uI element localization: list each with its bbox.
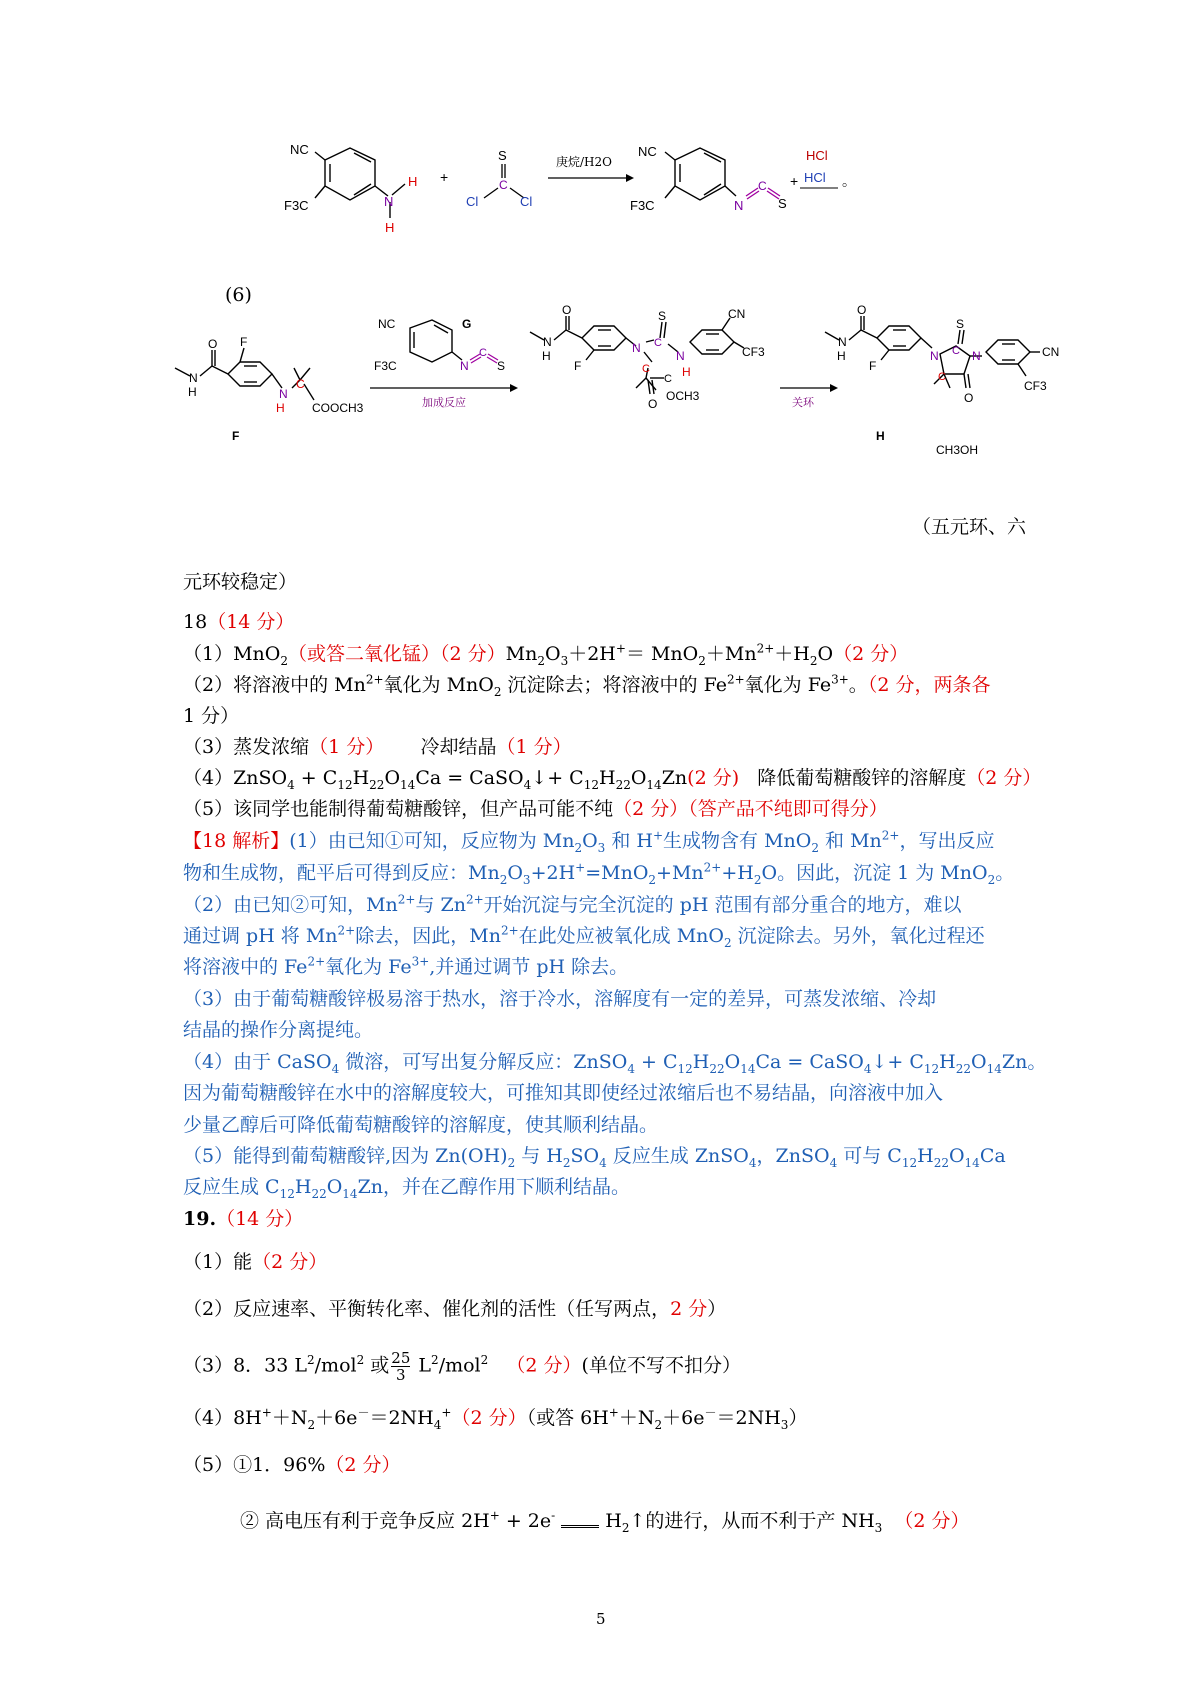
- i-ester-c: C: [664, 373, 672, 385]
- h-ring-c: C: [952, 345, 960, 357]
- i-carbonyl-o: O: [562, 303, 572, 317]
- hcl-2: HCl: [804, 170, 826, 185]
- thiophosgene-c: C: [499, 178, 508, 192]
- q18-answer-4: （4）ZnSO$_4$ + $C_{12}H_{22}O_{14}Ca$ = CaSO$_4$↓+ $C_{12}H_{22}O_{14}Zn(2$ 分) 降低葡萄糖酸锌的溶解度（2 分）: [183, 767, 1042, 792]
- product-s: S: [778, 196, 787, 211]
- h-ring-n2: N: [972, 349, 981, 363]
- i-fluorine: F: [574, 359, 582, 373]
- i-och3: OCH3: [666, 389, 700, 403]
- q19-answer-3: （3）8．33 $L^2/mol^2$ 或 $\frac{25}{3}$ $L^2/mol^2$ （2 分）(单位不写不扣分）: [183, 1349, 741, 1384]
- q18-a3-score2: （1 分）: [496, 736, 572, 758]
- scheme-2: [170, 303, 1070, 508]
- q19-answer-4: $(4)8H^++N_2+6e^-=2NH_4^+(2$ 分）（或答 $6H^++N_2+6e^-=2NH_3$）: [183, 1405, 808, 1432]
- product-c: C: [758, 179, 767, 193]
- thiophosgene-cl2: Cl: [520, 194, 533, 209]
- q19-answer-2: [183, 1294, 726, 1324]
- q18-answer-3: [183, 732, 572, 762]
- arrow-2-cyclization-label: 关环: [792, 396, 814, 409]
- f-carbonyl-o: O: [208, 337, 218, 351]
- q19-b1-text: （1）能: [183, 1251, 253, 1273]
- q19-answer-1: [183, 1247, 327, 1277]
- h-ring-n1: N: [930, 349, 939, 363]
- page-number: 5: [596, 1610, 606, 1628]
- g-cf3: F3C: [374, 359, 397, 373]
- thiophosgene-cl1: Cl: [466, 194, 479, 209]
- q19-answer-5: [183, 1450, 401, 1480]
- note-ring-stability-part1: （五元环、六: [912, 516, 1027, 538]
- h-thio-s: S: [956, 317, 965, 331]
- product-nc: NC: [638, 144, 657, 159]
- q18-analysis-line-11: （5）能得到葡萄糖酸锌,因为 $Zn(OH)_2$ 与 $H_2SO_4$ 反应生成 ZnSO$_4$，ZnSO$_4$ 可与 $C_{12}H_{22}O_{14}Ca$: [183, 1145, 1006, 1170]
- q18-a3-text1: （3）蒸发浓缩: [183, 736, 310, 758]
- reactant-1-h2: H: [385, 220, 395, 235]
- q19-b4-score: （2 分）: [451, 1407, 527, 1429]
- reactant-1-n: N: [384, 194, 394, 209]
- q18-answer-2-cont: 1 分）: [183, 705, 240, 727]
- i-thio-s: S: [658, 309, 667, 323]
- f-label: F: [232, 429, 240, 443]
- q18-heading: [183, 607, 294, 637]
- q19-b2-score: 2 分: [670, 1298, 708, 1320]
- f-amide-h: H: [188, 385, 197, 399]
- q18-a1-score: （2 分）: [833, 643, 909, 665]
- item-6-label: (6): [225, 284, 252, 306]
- methanol-byproduct: CH3OH: [936, 443, 979, 457]
- h-cn: CN: [1042, 345, 1060, 359]
- q18-analysis-tag: 【18 解析】: [183, 830, 290, 852]
- f-nh-h: H: [276, 401, 285, 415]
- q19-b5-text: （5）①1．96%: [183, 1454, 326, 1476]
- q19-answer-5-2: ② 高电压有利于竞争反应 2H+ + 2e- $H_2↑$的进行，从而不利于产 $NH_3$ （2 分）: [240, 1508, 970, 1535]
- i-cn: CN: [728, 307, 746, 321]
- h-amide-n: N: [838, 335, 847, 349]
- arrow-1-addition-label: 加成反应: [422, 396, 466, 409]
- i-amide-h: H: [542, 349, 551, 363]
- q18-a1-alt: （或答二氧化锰）（2 分）: [288, 643, 506, 665]
- q18-a2-score: （2 分，两条各: [867, 674, 991, 696]
- f-quaternary-c: C: [296, 377, 305, 391]
- scheme-1: [270, 140, 890, 250]
- plus-sign-2: +: [790, 173, 799, 189]
- q18-score: （14 分）: [207, 611, 295, 633]
- q19-b5-score: （2 分）: [325, 1454, 401, 1476]
- q18-answer-1: （1）MnO$_2$（或答二氧化锰）（2 分）$Mn_2O_3+2H^+= MnO_2+Mn^{2+}+H_2O(2$ 分）: [183, 641, 909, 668]
- q19-b2-end: ）: [707, 1298, 727, 1320]
- q18-analysis-line-10: 少量乙醇后可降低葡萄糖酸锌的溶解度，使其顺利结晶。: [183, 1114, 659, 1136]
- q18-analysis-line-8: （4）由于 CaSO$_4$ 微溶，可写出复分解反应：ZnSO$_4$ + $C_{12}H_{22}O_{14}Ca$ = CaSO$_4$↓+ $C_{12}H_{22}O_{14}Zn$。: [183, 1051, 1047, 1076]
- h-amide-h: H: [837, 349, 846, 363]
- g-s: S: [497, 359, 506, 373]
- q19-b3-note: (单位不写不扣分）: [581, 1354, 741, 1377]
- note-ring-stability-part2: 元环较稳定）: [183, 571, 298, 593]
- f-nh-n: N: [279, 387, 288, 401]
- f-fluorine: F: [240, 335, 248, 349]
- h-quaternary-c: C: [938, 371, 946, 383]
- q19-b2-text: （2）反应速率、平衡转化率、催化剂的活性（任写两点，: [183, 1298, 671, 1320]
- reactant-1-nc: NC: [290, 142, 309, 157]
- h-label: H: [876, 429, 885, 443]
- q19-b1-score: （2 分）: [252, 1251, 328, 1273]
- q18-answer-5: [183, 794, 888, 824]
- g-label: G: [462, 317, 472, 331]
- q19-b6-score: （2 分）: [894, 1510, 970, 1532]
- q19-heading: [183, 1204, 303, 1234]
- h-carbonyl-o: O: [857, 303, 867, 317]
- g-c: C: [479, 347, 487, 359]
- plus-sign-1: +: [440, 169, 449, 185]
- q19-number: 19.: [183, 1208, 217, 1230]
- i-nh-n: N: [676, 349, 685, 363]
- q19-b3-score: （2 分）: [506, 1354, 582, 1377]
- q18-a5-score: （2 分）（答产品不纯即可得分）: [613, 798, 888, 820]
- h-fluorine: F: [869, 359, 877, 373]
- i-thio-c: C: [654, 337, 662, 349]
- q18-analysis-line-9: 因为葡萄糖酸锌在水中的溶解度较大，可推知其即使经过浓缩后也不易结晶，向溶液中加入: [183, 1082, 944, 1104]
- i-cf3: CF3: [742, 345, 765, 359]
- q18-analysis-line-1: 【18 解析】(1）由已知①可知，反应物为 $Mn_2O_3$ 和 H+生成物含有 MnO$_2$ 和 $Mn^{2+}$，写出反应: [183, 828, 995, 855]
- reactant-1-h1: H: [408, 174, 418, 189]
- i-ester-o: O: [648, 397, 658, 411]
- i-amide-n: N: [543, 335, 552, 349]
- q18-a3-score1: （1 分）: [309, 736, 385, 758]
- h-ring-o: O: [964, 391, 974, 405]
- q18-a4-score2: （2 分）: [966, 767, 1042, 789]
- h-cf3: CF3: [1024, 379, 1047, 393]
- i-n-aryl: N: [632, 341, 641, 355]
- q18-analysis-line-3: （2）由已知②可知，$Mn^{2+}$与 $Zn^{2+}$开始沉淀与完全沉淀的 pH 范围有部分重合的地方，难以: [183, 892, 962, 916]
- product-cf3: F3C: [630, 198, 655, 213]
- q19-score: （14 分）: [216, 1208, 304, 1230]
- i-quaternary-c: C: [642, 363, 650, 375]
- q18-analysis-line-6: （3）由于葡萄糖酸锌极易溶于热水，溶于冷水，溶解度有一定的差异，可蒸发浓缩、冷却: [183, 988, 937, 1010]
- q18-answer-2: （2）将溶液中的 $Mn^{2+}$氧化为 MnO$_2$ 沉淀除去；将溶液中的 $Fe^{2+}$氧化为 $Fe^{3+}$。（2 分，两条各: [183, 672, 991, 699]
- g-nc: NC: [378, 317, 396, 331]
- q18-a4-text2: 降低葡萄糖酸锌的溶解度: [757, 767, 967, 789]
- q18-a4-score1: (2 分): [687, 767, 740, 789]
- q18-number: 18: [183, 611, 208, 633]
- reactant-1-cf3: F3C: [284, 198, 309, 213]
- i-nh-h: H: [682, 365, 691, 379]
- q18-a3-text2: 冷却结晶: [420, 736, 497, 758]
- product-n: N: [734, 198, 744, 213]
- f-amide-n: N: [189, 371, 198, 385]
- scheme-1-end-mark: 。: [842, 173, 856, 189]
- q18-analysis-line-12: 反应生成 $C_{12}H_{22}O_{14}Zn$，并在乙醇作用下顺利结晶。: [183, 1176, 631, 1201]
- q18-analysis-line-2: 物和生成物，配平后可得到反应：$Mn_2O_3+2H^+=MnO_2+Mn^{2+}+H_2O$。因此，沉淀 1 为 MnO$_2$。: [183, 860, 1015, 887]
- thiophosgene-s: S: [498, 148, 507, 163]
- q18-analysis-line-7: 结晶的操作分离提纯。: [183, 1019, 374, 1041]
- q18-analysis-line-5: 将溶液中的 $Fe^{2+}$氧化为 $Fe^{3+}$,并通过调节 pH 除去。: [183, 954, 629, 978]
- hcl-1: HCl: [806, 148, 828, 163]
- q18-a5-text: （5）该同学也能制得葡萄糖酸锌，但产品可能不纯: [183, 798, 614, 820]
- condition-heptane-water: 庚烷/H2O: [556, 155, 612, 169]
- q18-a1-mno2: （1）MnO: [183, 643, 281, 665]
- f-ester-group: COOCH3: [312, 401, 364, 415]
- q18-analysis-line-4: 通过调 pH 将 $Mn^{2+}$除去，因此，$Mn^{2+}$在此处应被氧化成 MnO$_2$ 沉淀除去。另外，氧化过程还: [183, 923, 985, 950]
- g-n: N: [460, 359, 469, 373]
